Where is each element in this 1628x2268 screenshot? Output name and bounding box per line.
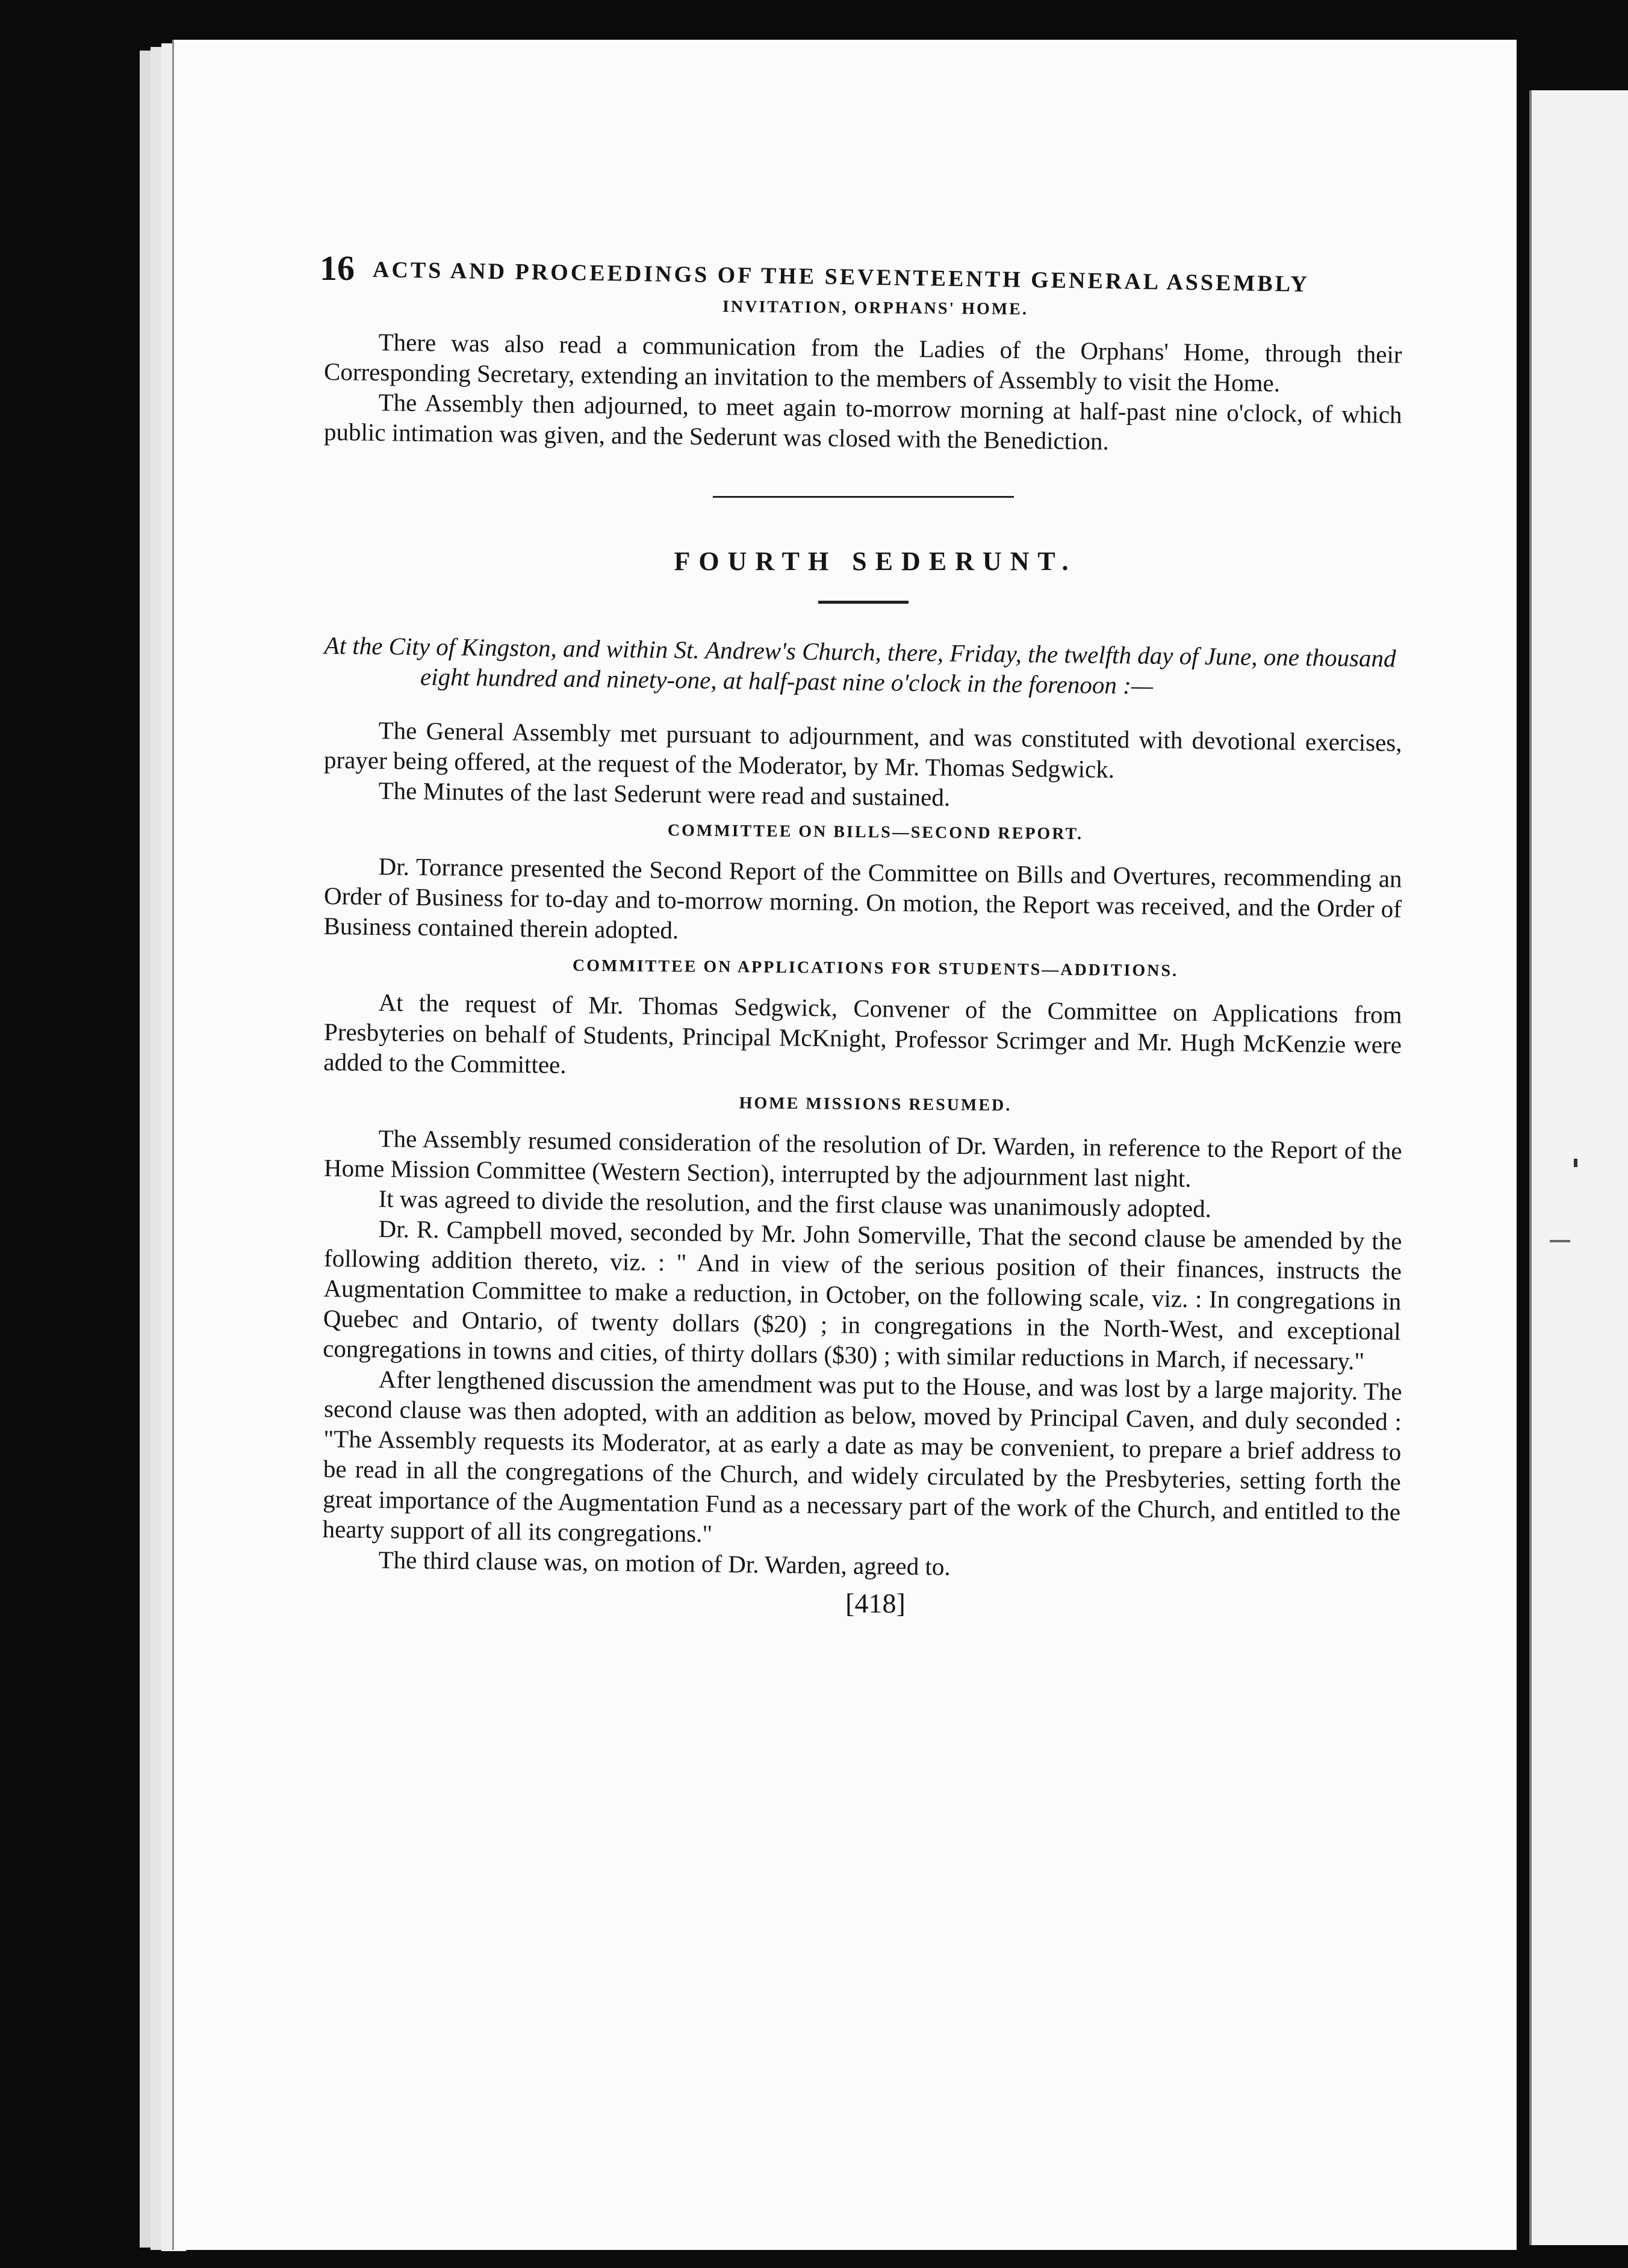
page-number: 16 (320, 249, 355, 288)
paragraph: Dr. R. Campbell moved, seconded by Mr. John Somerville, That the second clause be amended by the following addition thereto, viz. : " And in view of the serious position of their finances, instructs the Augmentation Committee to make a reduction, in October, on the following scale, viz. : In congregations in Quebec and Ontario, of twenty dollars ($20) ; in congregations in the North-West, and exceptional congregations in towns and cities, of thirty dollars ($30) ; with similar reductions in March, if necessary." (322, 1215, 1402, 1375)
paragraph: The third clause was, on motion of Dr. Warden, agreed to. (378, 1546, 951, 1581)
paragraph: At the request of Mr. Thomas Sedgwick, Convener of the Committee on Applications from Presbyteries on behalf of Students, Principal McKnight, Professor Scrimger and Mr. Hugh McKenzie were added to the Committee. (323, 988, 1402, 1079)
folio-number: [418] (845, 1588, 906, 1619)
paragraph: The Minutes of the last Sederunt were read and sustained. (378, 776, 951, 811)
heading-rule (818, 601, 909, 604)
paragraph: There was also read a communication from the Ladies of the Orphans' Home, through their Corresponding Secretary, extending an invitation to the members of Assembly to visit the Home. (323, 328, 1402, 397)
paragraph: After lengthened discussion the amendment was put to the House, and was lost by a large majority. The second clause was then adopted, with an addition as below, moved by Principal Caven, and duly seconded : "The Assembly requests its Moderator, at as early a date as may be convenient, to prepare a brief address to be read in all the congregations of the Church, and widely circulated by the Presbyteries, setting forth the great importance of the Augmentation Fund as a necessary part of the work of the Church, and entitled to the hearty support of all its congregations." (322, 1365, 1402, 1548)
scan-mark (1574, 1159, 1577, 1167)
section-title: HOME MISSIONS RESUMED. (739, 1094, 1012, 1115)
document-page (172, 40, 1517, 2250)
paragraph: The Assembly then adjourned, to meet again to-morrow morning at half-past nine o'clock, of which public intimation was given, and the Sederunt was closed with the Benediction. (323, 388, 1402, 455)
section-divider (713, 496, 1014, 498)
facing-page-edge (1529, 90, 1628, 2245)
scan-mark (1550, 1240, 1570, 1242)
dateline: At the City of Kingston, and within St. Andrew's Church, there, Friday, the twelfth day of June, one thousand eight hundred and ninety-one, at half-past nine o'clock in the forenoon :— (324, 631, 1396, 699)
running-head (320, 214, 1402, 297)
section-title: COMMITTEE ON BILLS—SECOND REPORT. (667, 821, 1084, 844)
section-title: COMMITTEE ON APPLICATIONS FOR STUDENTS—ADDITIONS. (572, 956, 1179, 981)
paragraph: Dr. Torrance presented the Second Report of the Committee on Bills and Overtures, recommending an Order of Business for to-day and to-morrow morning. On motion, the Report was received, and the Order of Business contained therein adopted. (323, 852, 1402, 944)
paragraph: The Assembly resumed consideration of the resolution of Dr. Warden, in reference to the Report of the Home Mission Committee (Western Section), interrupted by the adjournment last night. (323, 1124, 1402, 1192)
paragraph: It was agreed to divide the resolution, and the first clause was unanimously adopted. (378, 1185, 1212, 1222)
section-title: INVITATION, ORPHANS' HOME. (722, 297, 1029, 319)
sederunt-heading: FOURTH SEDERUNT. (674, 547, 1077, 576)
running-title: ACTS AND PROCEEDINGS OF THE SEVENTEENTH GENERAL ASSEMBLY (372, 257, 1310, 297)
page-content (320, 214, 1402, 1619)
paragraph: The General Assembly met pursuant to adjournment, and was constituted with devotional exercises, prayer being offered, at the request of the Moderator, by Mr. Thomas Sedgwick. (323, 716, 1402, 784)
